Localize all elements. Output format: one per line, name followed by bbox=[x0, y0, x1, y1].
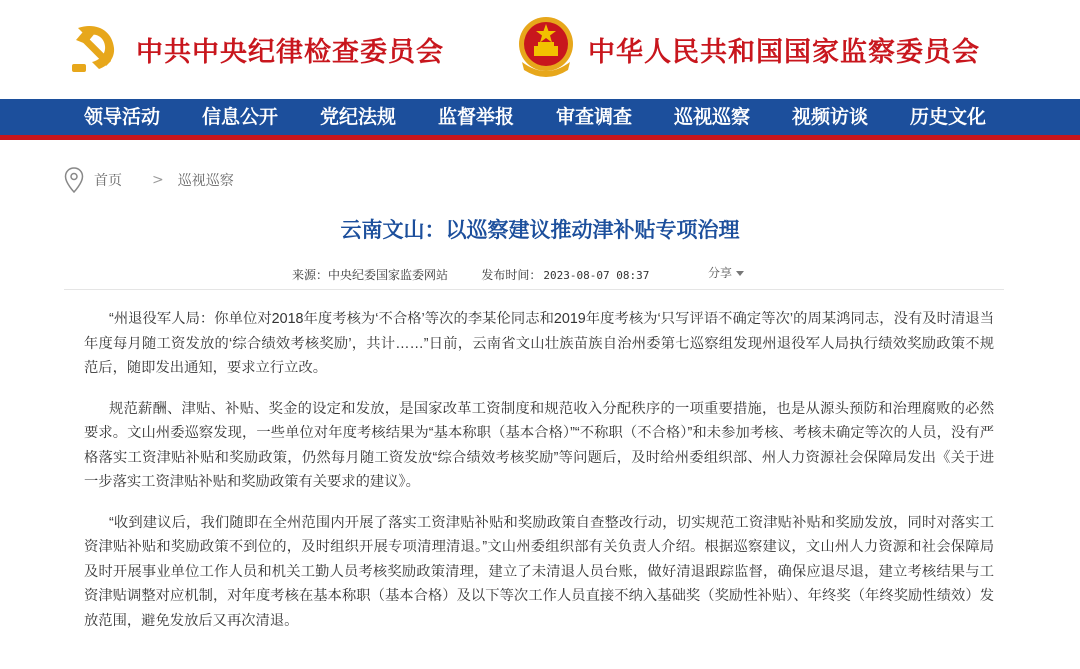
nav-item-disclosure[interactable]: 信息公开 bbox=[201, 106, 278, 128]
left-org-name[interactable]: 中共中央纪律检查委员会 bbox=[136, 37, 444, 68]
location-pin-icon bbox=[64, 167, 84, 193]
site-header bbox=[0, 0, 1080, 99]
article-body bbox=[84, 303, 994, 649]
nav-item-report[interactable]: 监督举报 bbox=[437, 106, 514, 128]
nav-item-investigation[interactable]: 审查调查 bbox=[555, 106, 632, 128]
publish-time: 2023-08-07 08:37 bbox=[543, 269, 650, 282]
nav-item-leadership[interactable]: 领导活动 bbox=[83, 106, 160, 128]
article-paragraph: “收到建议后，我们随即在全州范围内开展了落实工资津贴补贴和奖励政策自查整改行动，切实规范工资津贴补贴和奖励发放，同时对落实工资津贴补贴和奖励政策不到位的，及时组织开展专项清理清退。”文山州委组织部有关负责人介绍。根据巡察建议，文山州人力资源和社会保障局及时开展事业单位工作人员和机关工勤人员考核奖励政策清理，建立了未清退人员台账，做好清退跟踪监督，确保应退尽退，建立考核结果与工资津贴调整对应机制，对年度考核在基本称职（基本合格）及以下等次工作人员直接不纳入基础奖（奖励性补贴）、年终奖（年终奖励性绩效）发放范围，避免发放后又再次清退。 bbox=[84, 514, 994, 629]
breadcrumb bbox=[64, 167, 234, 193]
right-org-name[interactable]: 中华人民共和国国家监察委员会 bbox=[588, 37, 980, 68]
main-nav bbox=[0, 99, 1080, 140]
nav-item-video[interactable]: 视频访谈 bbox=[791, 106, 868, 128]
breadcrumb-separator: > bbox=[152, 172, 164, 188]
share-label: 分享 bbox=[708, 266, 733, 280]
article-paragraph: “州退役军人局：你单位对2018年度考核为‘不合格’等次的李某伦同志和2019年度考核为‘只写评语不确定等次’的周某鸿同志，没有及时清退当年度每月随工资发放的‘综合绩效考核奖励’，共计……”日前，云南省文山壮族苗族自治州委第七巡察组发现州退役军人局执行绩效奖励政策不规范后，随即发出通知，要求立行立改。 bbox=[84, 311, 994, 376]
article-meta bbox=[292, 266, 649, 283]
party-emblem-icon[interactable] bbox=[66, 14, 126, 78]
national-emblem-icon[interactable] bbox=[516, 14, 576, 78]
breadcrumb-current[interactable]: 巡视巡察 bbox=[177, 173, 234, 189]
nav-list bbox=[63, 99, 1007, 135]
chevron-down-icon bbox=[736, 271, 744, 276]
breadcrumb-home[interactable]: 首页 bbox=[94, 173, 122, 189]
source-value: 中央纪委国家监委网站 bbox=[328, 268, 449, 282]
article-paragraph: 规范薪酬、津贴、补贴、奖金的设定和发放，是国家改革工资制度和规范收入分配秩序的一项重要措施，也是从源头预防和治理腐败的必然要求。文山州委巡察发现，一些单位对年度考核结果为“基本称职（基本合格）”“不称职（不合格）”和未参加考核、考核未确定等次的人员，没有严格落实工资津贴补贴和奖励政策，仍然每月随工资发放“综合绩效考核奖励”等问题后，及时给州委组织部、州人力资源社会保障局发出《关于进一步落实工资津贴补贴和奖励政策有关要求的建议》。 bbox=[84, 400, 994, 490]
meta-divider bbox=[64, 289, 1004, 290]
share-button[interactable] bbox=[708, 264, 744, 281]
nav-item-inspection[interactable]: 巡视巡察 bbox=[673, 106, 750, 128]
source-label: 来源： bbox=[292, 268, 329, 282]
nav-item-history[interactable]: 历史文化 bbox=[909, 106, 986, 128]
nav-item-regulations[interactable]: 党纪法规 bbox=[319, 106, 396, 128]
article-title: 云南文山：以巡察建议推动津补贴专项治理 bbox=[340, 217, 740, 242]
time-label: 发布时间： bbox=[481, 268, 542, 282]
